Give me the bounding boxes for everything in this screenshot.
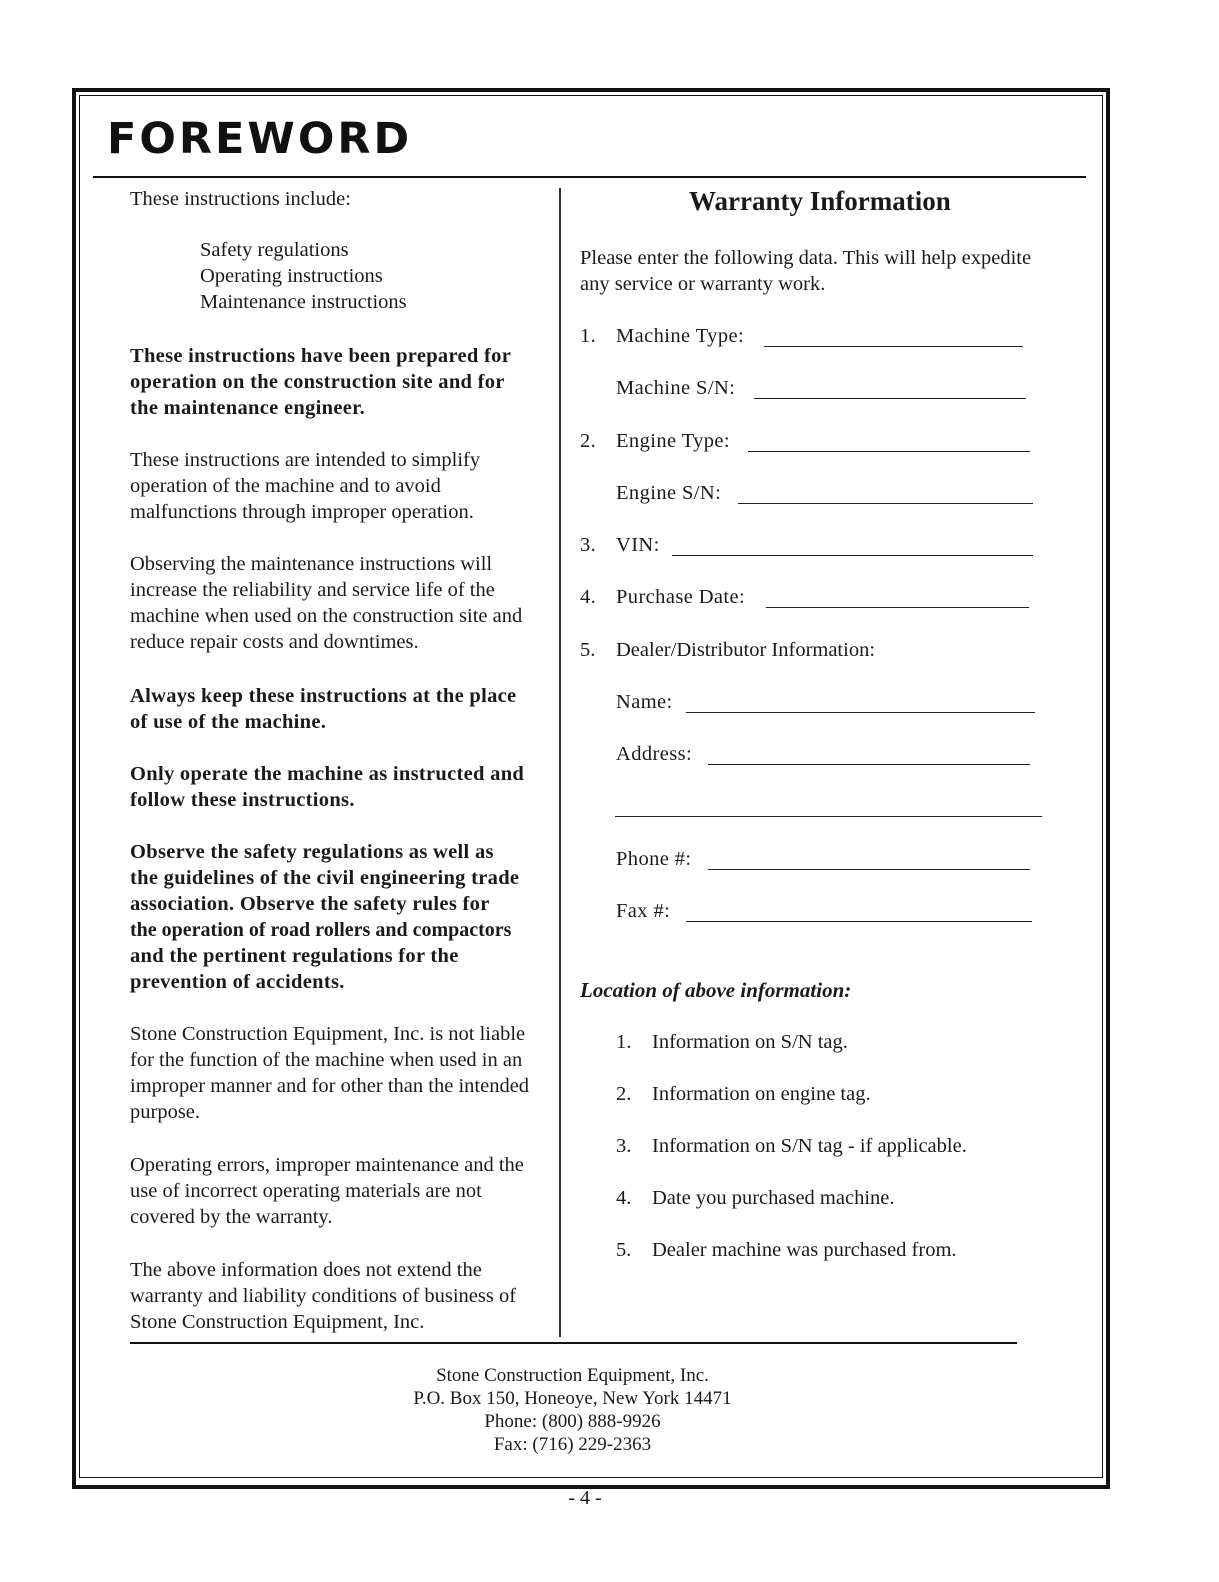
warranty-title: Warranty Information bbox=[689, 186, 951, 216]
warranty-intro-line: Please enter the following data. This will help expedite bbox=[580, 247, 1032, 269]
location-number: 5. bbox=[616, 1239, 632, 1261]
footer-company: Stone Construction Equipment, Inc. bbox=[436, 1365, 709, 1386]
keep-paragraph-line: of use of the machine. bbox=[130, 711, 327, 733]
location-number: 4. bbox=[616, 1187, 632, 1209]
location-title: Location of above information: bbox=[580, 978, 852, 1002]
liability-paragraph-line: purpose. bbox=[130, 1101, 201, 1123]
keep-paragraph-line: Always keep these instructions at the place bbox=[130, 685, 517, 707]
location-number: 1. bbox=[616, 1031, 632, 1053]
extend-paragraph-line: The above information does not extend the bbox=[130, 1259, 482, 1281]
field-label: Machine S/N: bbox=[616, 377, 736, 399]
include-item: Operating instructions bbox=[200, 265, 383, 287]
location-number: 2. bbox=[616, 1083, 632, 1105]
column-divider bbox=[559, 188, 561, 1337]
prepared-paragraph-line: operation on the construction site and for bbox=[130, 371, 505, 393]
simplify-paragraph-line: malfunctions through improper operation. bbox=[130, 501, 474, 523]
footer-address: P.O. Box 150, Honeoye, New York 14471 bbox=[413, 1388, 732, 1409]
warranty-intro-line: any service or warranty work. bbox=[580, 273, 826, 295]
field-label: Dealer/Distributor Information: bbox=[616, 639, 876, 661]
vin-blank[interactable] bbox=[672, 555, 1033, 556]
footer-phone: Phone: (800) 888-9926 bbox=[484, 1411, 661, 1432]
safety-paragraph-line: the operation of road rollers and compactors bbox=[130, 919, 512, 941]
field-number: 1. bbox=[580, 325, 597, 347]
field-label: Phone #: bbox=[616, 848, 692, 870]
purchase-date-blank[interactable] bbox=[766, 607, 1029, 608]
field-number: 4. bbox=[580, 586, 597, 608]
field-label: Machine Type: bbox=[616, 325, 745, 347]
field-label: Address: bbox=[616, 743, 693, 765]
only-paragraph-line: Only operate the machine as instructed and bbox=[130, 763, 525, 785]
field-number: 2. bbox=[580, 430, 597, 452]
dealer-fax-blank[interactable] bbox=[686, 921, 1032, 922]
location-text: Information on S/N tag - if applicable. bbox=[652, 1135, 967, 1157]
location-text: Dealer machine was purchased from. bbox=[652, 1239, 957, 1261]
simplify-paragraph-line: These instructions are intended to simplify bbox=[130, 449, 481, 471]
engine-sn-blank[interactable] bbox=[738, 503, 1033, 504]
liability-paragraph-line: improper manner and for other than the intended bbox=[130, 1075, 530, 1097]
field-label: Engine S/N: bbox=[616, 482, 722, 504]
observing-paragraph-line: machine when used on the construction site and bbox=[130, 605, 523, 627]
safety-paragraph-line: prevention of accidents. bbox=[130, 971, 345, 993]
title-divider bbox=[93, 176, 1086, 178]
includes-intro: These instructions include: bbox=[130, 188, 351, 210]
errors-paragraph-line: covered by the warranty. bbox=[130, 1206, 333, 1228]
observing-paragraph-line: increase the reliability and service life of the bbox=[130, 579, 495, 601]
observing-paragraph-line: Observing the maintenance instructions will bbox=[130, 553, 493, 575]
field-label: Purchase Date: bbox=[616, 586, 746, 608]
engine-type-blank[interactable] bbox=[748, 451, 1030, 452]
prepared-paragraph-line: the maintenance engineer. bbox=[130, 397, 366, 419]
safety-paragraph-line: the guidelines of the civil engineering trade bbox=[130, 867, 520, 889]
include-item: Maintenance instructions bbox=[200, 291, 407, 313]
safety-paragraph-line: Observe the safety regulations as well as bbox=[130, 841, 494, 863]
errors-paragraph-line: Operating errors, improper maintenance and the bbox=[130, 1154, 524, 1176]
liability-paragraph-line: for the function of the machine when used in an bbox=[130, 1049, 523, 1071]
field-label: Name: bbox=[616, 691, 673, 713]
include-item: Safety regulations bbox=[200, 239, 349, 261]
page-title: FOREWORD bbox=[107, 114, 413, 164]
dealer-address-blank-line-2[interactable] bbox=[615, 816, 1042, 817]
location-text: Information on engine tag. bbox=[652, 1083, 871, 1105]
field-label: Engine Type: bbox=[616, 430, 731, 452]
dealer-name-blank[interactable] bbox=[686, 712, 1035, 713]
errors-paragraph-line: use of incorrect operating materials are not bbox=[130, 1180, 482, 1202]
page-number: - 4 - bbox=[568, 1487, 602, 1509]
simplify-paragraph-line: operation of the machine and to avoid bbox=[130, 475, 441, 497]
extend-paragraph-line: warranty and liability conditions of business of bbox=[130, 1285, 517, 1307]
field-number: 3. bbox=[580, 534, 597, 556]
extend-paragraph-line: Stone Construction Equipment, Inc. bbox=[130, 1311, 425, 1333]
only-paragraph-line: follow these instructions. bbox=[130, 789, 355, 811]
machine-sn-blank[interactable] bbox=[754, 398, 1026, 399]
machine-type-blank[interactable] bbox=[764, 346, 1023, 347]
dealer-phone-blank[interactable] bbox=[708, 869, 1030, 870]
safety-paragraph-line: association. Observe the safety rules for bbox=[130, 893, 490, 915]
safety-paragraph-line: and the pertinent regulations for the bbox=[130, 945, 459, 967]
observing-paragraph-line: reduce repair costs and downtimes. bbox=[130, 631, 419, 653]
dealer-address-blank[interactable] bbox=[708, 764, 1030, 765]
field-number: 5. bbox=[580, 639, 596, 661]
field-label: Fax #: bbox=[616, 900, 671, 922]
prepared-paragraph-line: These instructions have been prepared for bbox=[130, 345, 512, 367]
location-text: Information on S/N tag. bbox=[652, 1031, 848, 1053]
field-label: VIN: bbox=[616, 534, 660, 556]
location-number: 3. bbox=[616, 1135, 632, 1157]
footer-divider bbox=[130, 1342, 1017, 1344]
location-text: Date you purchased machine. bbox=[652, 1187, 895, 1209]
liability-paragraph-line: Stone Construction Equipment, Inc. is not liable bbox=[130, 1023, 526, 1045]
footer-fax: Fax: (716) 229-2363 bbox=[493, 1434, 652, 1455]
